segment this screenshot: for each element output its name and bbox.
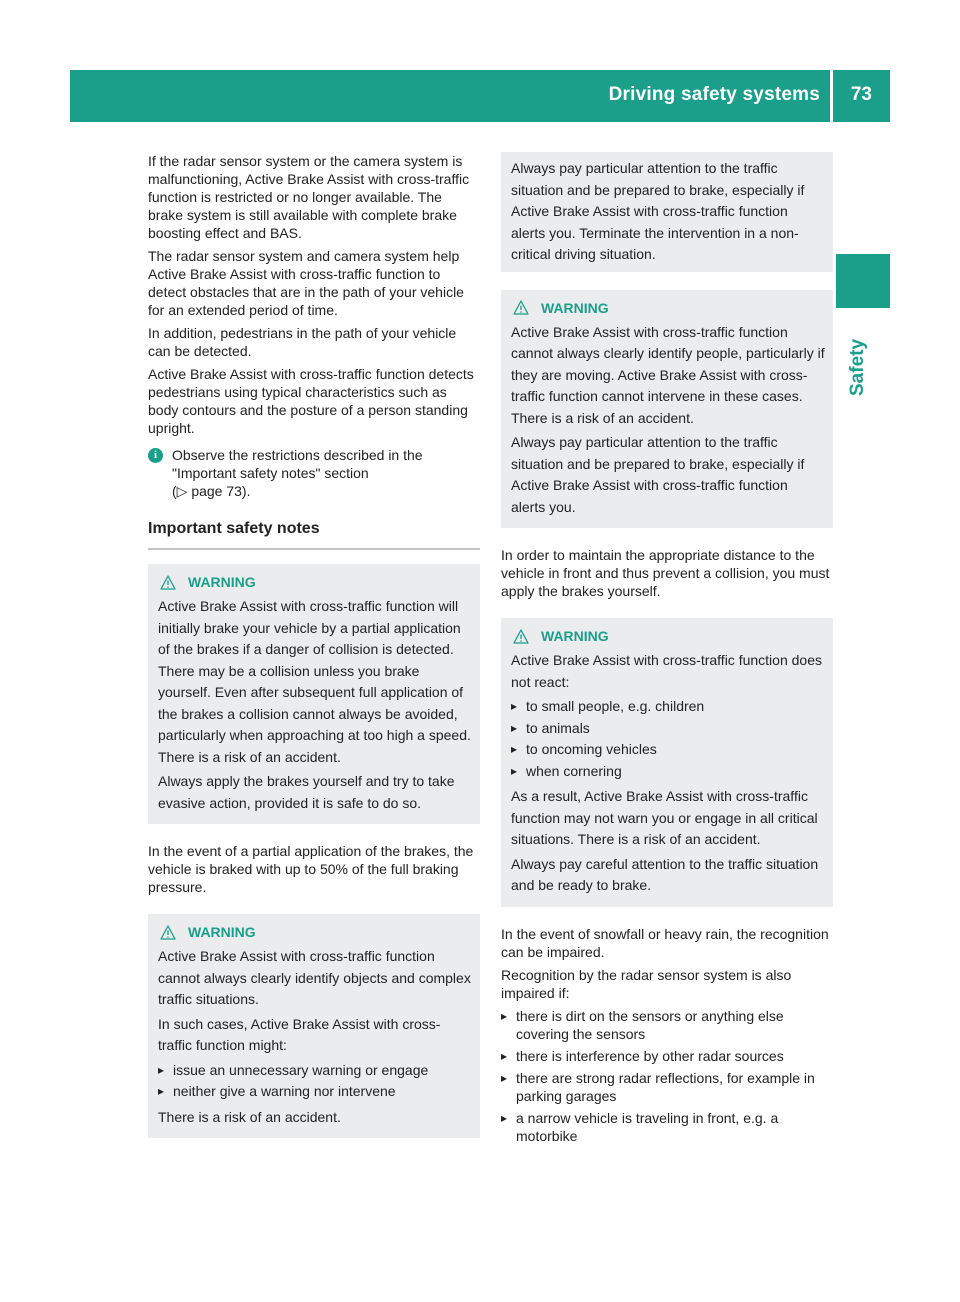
warning-text: As a result, Active Brake Assist with cross-traffic function may not warn you or engage in all critical situations. There is a risk of an accident. xyxy=(511,788,818,847)
info-note xyxy=(148,446,480,500)
warning-text: Active Brake Assist with cross-traffic function cannot always clearly identify objects and complex traffic situations. xyxy=(158,948,471,1007)
paragraph: In order to maintain the appropriate distance to the vehicle in front and thus prevent a collision, you must apply the brakes yourself. xyxy=(501,547,830,599)
warning-triangle-icon xyxy=(513,629,529,644)
list-item: ▸ there are strong radar reflections, for example in parking garages xyxy=(501,1069,833,1105)
list-item: ▸ neither give a warning nor intervene xyxy=(158,1081,472,1103)
paragraph: In addition, pedestrians in the path of your vehicle can be detected. xyxy=(148,325,457,359)
page-header xyxy=(70,70,890,122)
warning-label: WARNING xyxy=(541,628,609,644)
list-item: ▸ to small people, e.g. children xyxy=(511,696,825,718)
warning-text: Active Brake Assist with cross-traffic function will initially brake your vehicle by a partial application of the brakes if a danger of collision is detected. There may be a collision unless you brake yourself. Even after subsequent full application of the brakes a collision cannot always be avoided, particularly when approaching at too high a speed. There is a risk of an accident. xyxy=(158,598,471,765)
list-item: ▸ issue an unnecessary warning or engage xyxy=(158,1060,472,1082)
side-tab-text: Safety xyxy=(847,338,868,396)
warning-label: WARNING xyxy=(188,574,256,590)
warning-text: Always pay careful attention to the traffic situation and be ready to brake. xyxy=(511,855,819,893)
warning-text: There is a risk of an accident. xyxy=(158,1108,341,1125)
left-column xyxy=(148,152,480,1156)
warning-text: Always pay particular attention to the traffic situation and be prepared to brake, especially if Active Brake Assist with cross-traffic function alerts you. Terminate the intervention in a non-critical driving situation. xyxy=(511,160,805,262)
paragraph: If the radar sensor system or the camera system is malfunctioning, Active Brake Assist with cross-traffic function is restricted or no longer available. The brake system is still available with complete brake boosting effect and BAS. xyxy=(148,153,470,241)
warning-label: WARNING xyxy=(188,924,256,940)
side-tab-marker xyxy=(836,254,890,308)
list-item: ▸ when cornering xyxy=(511,761,825,783)
warning-text: Always apply the brakes yourself and try to take evasive action, provided it is safe to do so. xyxy=(158,773,455,811)
side-tab-label xyxy=(847,316,887,396)
page-reference-link[interactable]: (▷ page 73). xyxy=(172,483,251,499)
warning-triangle-icon xyxy=(160,925,176,940)
warning-text: In such cases, Active Brake Assist with cross-traffic function might: xyxy=(158,1015,441,1053)
list-item: ▸ to oncoming vehicles xyxy=(511,739,825,761)
info-note-text: Observe the restrictions described in the "Important safety notes" section xyxy=(172,447,423,481)
warning-text: Active Brake Assist with cross-traffic function does not react: xyxy=(511,652,822,690)
warning-box xyxy=(148,564,480,824)
warning-header xyxy=(158,574,472,590)
section-heading: Important safety notes xyxy=(148,520,480,550)
warning-box xyxy=(501,618,833,907)
continued-warning-box xyxy=(501,152,833,272)
list-item: ▸ there is interference by other radar sources xyxy=(501,1047,833,1065)
warning-header xyxy=(158,924,472,940)
warning-bullet-list xyxy=(158,1060,472,1103)
header-title: Driving safety systems xyxy=(608,84,820,105)
paragraph: Recognition by the radar sensor system is also impaired if: xyxy=(501,966,792,1001)
warning-text: Always pay particular attention to the traffic situation and be prepared to brake, especially if Active Brake Assist with cross-traffic function alerts you. xyxy=(511,434,805,515)
info-circle-icon: i xyxy=(148,448,163,463)
paragraph: Active Brake Assist with cross-traffic function detects pedestrians using typical characteristics such as body contours and the posture of a person standing upright. xyxy=(148,366,474,436)
warning-label: WARNING xyxy=(541,299,609,316)
list-item: ▸ a narrow vehicle is traveling in front, e.g. a motorbike xyxy=(501,1109,833,1145)
warning-header xyxy=(511,300,825,316)
warning-box xyxy=(501,290,833,529)
right-column xyxy=(501,152,833,1149)
paragraph: The radar sensor system and camera system help Active Brake Assist with cross-traffic function to detect obstacles that are in the path of your vehicle for an extended period of time. xyxy=(148,248,464,318)
header-divider xyxy=(830,70,833,122)
warning-bullet-list xyxy=(511,696,825,782)
warning-triangle-icon xyxy=(160,575,176,590)
bullet-list xyxy=(501,1007,833,1145)
warning-header xyxy=(511,628,825,644)
list-item: ▸ to animals xyxy=(511,718,825,740)
warning-triangle-icon xyxy=(513,300,529,315)
paragraph: In the event of a partial application of the brakes, the vehicle is braked with up to 50% of the full braking pressure. xyxy=(148,843,474,895)
warning-box xyxy=(148,914,480,1138)
warning-text: Active Brake Assist with cross-traffic function cannot always clearly identify people, particularly if they are moving. Active Brake Assist with cross-traffic function cannot intervene in these cases. There is a risk of an accident. xyxy=(511,323,825,426)
page-number: 73 xyxy=(850,84,872,105)
list-item: ▸ there is dirt on the sensors or anything else covering the sensors xyxy=(501,1007,833,1043)
paragraph: In the event of snowfall or heavy rain, the recognition can be impaired. xyxy=(501,925,829,960)
